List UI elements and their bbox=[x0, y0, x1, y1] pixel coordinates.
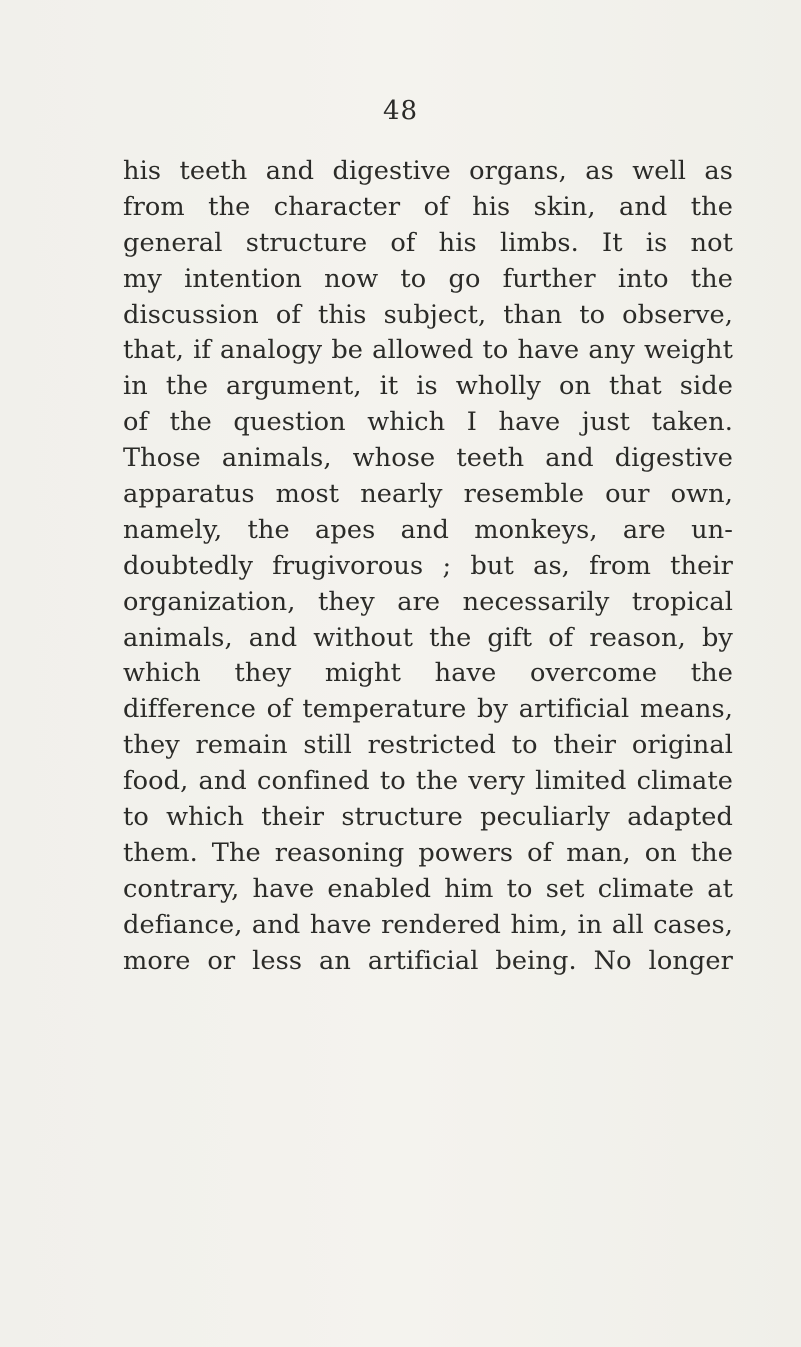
text-line: of the question which I have just taken. bbox=[123, 407, 733, 438]
text-line: from the character of his skin, and the bbox=[123, 191, 733, 222]
text-line: they remain still restricted to their original bbox=[123, 730, 733, 761]
page-number: 48 bbox=[382, 96, 419, 126]
text-line: more or less an artificial being. No longer bbox=[123, 945, 733, 976]
text-line: his teeth and digestive organs, as well as bbox=[123, 156, 733, 186]
text-line: difference of temperature by artificial means, bbox=[123, 694, 733, 725]
text-line: to which their structure peculiarly adapted bbox=[123, 802, 733, 833]
text-line: doubtedly frugivorous ; but as, from their bbox=[123, 550, 733, 581]
text-line: namely, the apes and monkeys, are un- bbox=[123, 514, 733, 545]
text-line: general structure of his limbs. It is not bbox=[123, 227, 733, 258]
text-line: discussion of this subject, than to observe, bbox=[123, 299, 733, 330]
text-line: food, and confined to the very limited climate bbox=[123, 766, 733, 797]
text-line: organization, they are necessarily tropical bbox=[123, 586, 733, 617]
text-line: animals, and without the gift of reason, by bbox=[123, 622, 733, 653]
text-line: that, if analogy be allowed to have any weight bbox=[123, 335, 733, 366]
text-line: defiance, and have rendered him, in all cases, bbox=[123, 909, 733, 940]
text-line: apparatus most nearly resemble our own, bbox=[123, 479, 733, 510]
text-line: in the argument, it is wholly on that side bbox=[123, 371, 733, 402]
text-line: contrary, have enabled him to set climate at bbox=[123, 873, 733, 904]
body-text bbox=[123, 154, 733, 979]
text-line: them. The reasoning powers of man, on the bbox=[123, 837, 733, 868]
text-line: my intention now to go further into the bbox=[123, 263, 733, 294]
text-line: Those animals, whose teeth and digestive bbox=[123, 443, 733, 474]
text-line: which they might have overcome the bbox=[123, 658, 733, 689]
